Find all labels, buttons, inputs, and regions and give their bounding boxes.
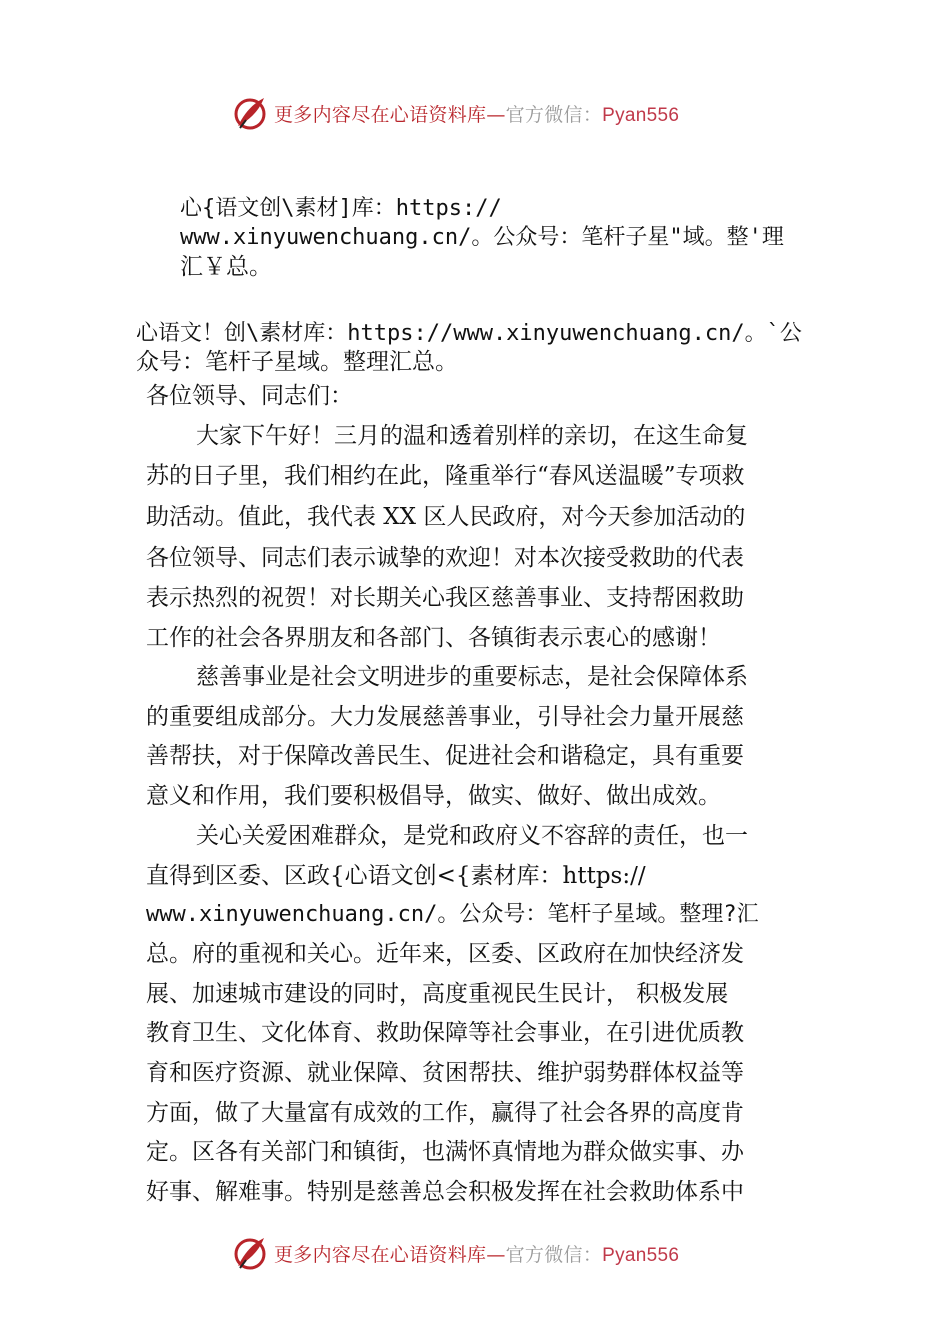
watermark2-line-1: 心语文！创\素材库：https://www.xinyuwenchuang.cn/。`公 [136,321,802,346]
watermark2-line-2: 众号：笔杆子星域。整理汇总。 [136,349,458,375]
body-line: 的重要组成部分。大力发展慈善事业，引导社会力量开展慈 [146,704,744,730]
body-line: 方面，做了大量富有成效的工作，赢得了社会各界的高度肯 [146,1100,744,1126]
footer-banner [0,1232,950,1276]
wechat-label: 官方微信： [505,1244,603,1266]
salutation: 各位领导、同志们： [146,383,353,409]
watermark1-line-1: 心{语文创\素材]库：https:// [180,196,502,221]
body-line: 苏的日子里，我们相约在此，隆重举行“春风送温暖”专项救 [146,463,745,489]
body-line: 大家下午好！三月的温和透着别样的亲切，在这生命复 [196,423,748,449]
wechat-id: Pyan556 [602,1245,680,1266]
body-line: www.xinyuwenchuang.cn/。公众号：笔杆子星域。整理?汇 [146,902,759,927]
body-line: 教育卫生、文化体育、救助保障等社会事业，在引进优质教 [146,1020,744,1046]
body-line: 慈善事业是社会文明进步的重要标志，是社会保障体系 [196,664,748,690]
banner-text: 更多内容尽在心语资料库 [274,1244,487,1266]
quill-logo-icon [232,94,268,132]
banner-text: 更多内容尽在心语资料库 [274,104,487,126]
body-line: 意义和作用，我们要积极倡导，做实、做好、做出成效。 [146,783,721,809]
quill-logo-icon [232,1234,268,1272]
wechat-id: Pyan556 [602,105,680,126]
body-line: 助活动。值此，我代表 XX 区人民政府，对今天参加活动的 [146,504,746,530]
body-line: 表示热烈的祝贺！对长期关心我区慈善事业、支持帮困救助 [146,585,744,611]
body-line: 工作的社会各界朋友和各部门、各镇街表示衷心的感谢！ [146,625,721,651]
watermark1-line-3: 汇￥总。 [180,254,272,280]
body-line: 好事、解难事。特别是慈善总会积极发挥在社会救助体系中 [146,1179,744,1205]
body-line: 直得到区委、区政{心语文创<{素材库：https:// [146,863,646,889]
banner-separator: — [486,104,506,126]
body-line: 育和医疗资源、就业保障、贫困帮扶、维护弱势群体权益等 [146,1060,744,1086]
header-banner [0,92,950,136]
body-line: 关心关爱困难群众，是党和政府义不容辞的责任，也一 [196,823,748,849]
body-line: 各位领导、同志们表示诚挚的欢迎！对本次接受救助的代表 [146,545,744,571]
body-line: 总。府的重视和关心。近年来，区委、区政府在加快经济发 [146,941,744,967]
wechat-label: 官方微信： [505,104,603,126]
body-line: 展、加速城市建设的同时，高度重视民生民计， 积极发展 [146,981,729,1007]
body-line: 善帮扶，对于保障改善民生、促进社会和谐稳定，具有重要 [146,743,744,769]
banner-separator: — [486,1244,506,1266]
watermark1-line-2: www.xinyuwenchuang.cn/。公众号：笔杆子星"域。整'理 [180,225,784,250]
body-line: 定。区各有关部门和镇街，也满怀真情地为群众做实事、办 [146,1139,744,1165]
